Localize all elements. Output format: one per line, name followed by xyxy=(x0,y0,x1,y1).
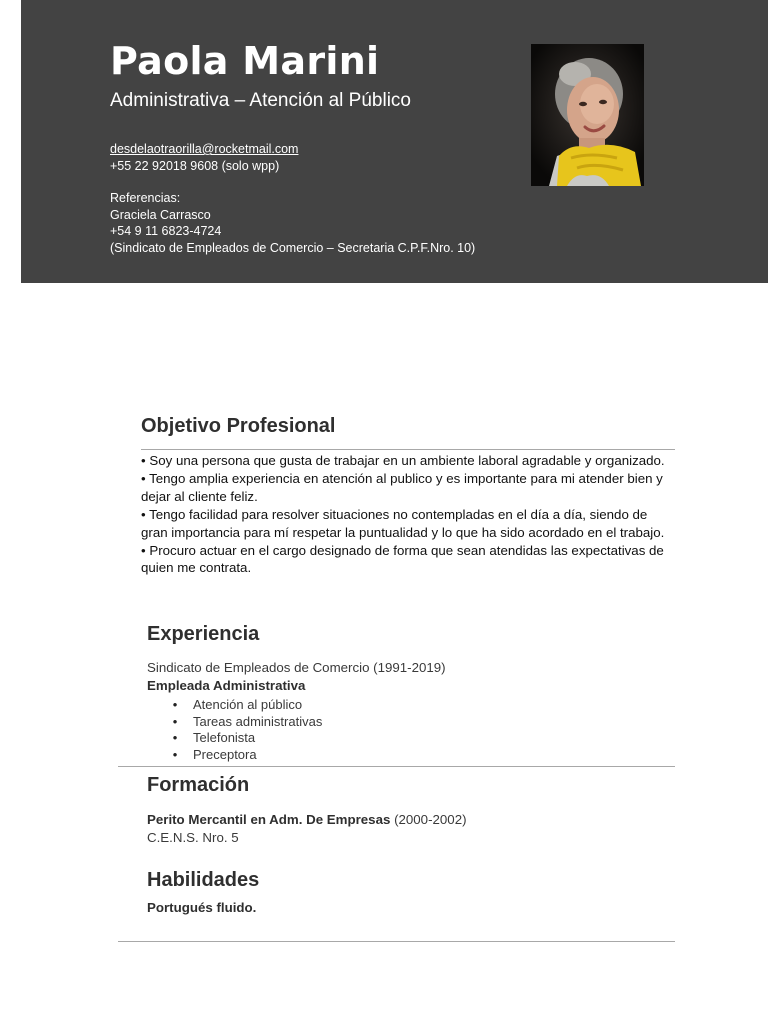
email-link[interactable]: desdelaotraorilla@rocketmail.com xyxy=(110,142,299,156)
phone-number: +55 22 92018 9608 (solo wpp) xyxy=(110,158,280,173)
education-school: C.E.N.S. Nro. 5 xyxy=(147,830,239,845)
references-block xyxy=(110,190,475,256)
education-degree-line xyxy=(147,811,467,828)
duty-label: Preceptora xyxy=(193,746,257,762)
person-name: Paola Marini xyxy=(110,39,380,83)
objective-item: • Soy una persona que gusta de trabajar en un ambiente laboral agradable y organizado. xyxy=(141,453,665,468)
objective-item: • Tengo facilidad para resolver situaciones no contempladas en el día a día, siendo de gran importancia para mí respetar la puntualidad y lo que ha sido acordado en el trabajo. xyxy=(141,506,665,540)
contact-block xyxy=(110,141,298,174)
experience-company: Sindicato de Empleados de Comercio (1991-2019) xyxy=(147,660,446,675)
reference-organization: (Sindicato de Empleados de Comercio – Secretaria C.P.F.Nro. 10) xyxy=(110,240,476,255)
job-title: Administrativa – Atención al Público xyxy=(110,90,411,111)
skills-heading: Habilidades xyxy=(147,869,260,891)
list-item xyxy=(172,730,322,747)
footer-divider xyxy=(118,941,675,942)
experience-role: Empleada Administrativa xyxy=(147,678,306,693)
bullet-icon: • xyxy=(172,697,178,712)
duties-list xyxy=(172,697,323,763)
objective-item: • Tengo amplia experiencia en atención al publico y es importante para mi atender bien y dejar al cliente feliz. xyxy=(141,470,663,504)
bullet-icon: • xyxy=(172,713,178,729)
portrait-photo-icon xyxy=(531,44,644,186)
education-years: (2000-2002) xyxy=(390,812,467,827)
bullet-icon: • xyxy=(172,746,178,762)
duty-label: Tareas administrativas xyxy=(193,713,323,729)
objective-item: • Procuro actuar en el cargo designado de forma que sean atendidas las expectativas de quien me contrata. xyxy=(141,542,664,576)
duty-label: Telefonista xyxy=(193,730,256,745)
reference-name: Graciela Carrasco xyxy=(110,207,211,222)
objective-text xyxy=(141,452,671,577)
experience-heading: Experiencia xyxy=(147,623,260,645)
education-degree: Perito Mercantil en Adm. De Empresas xyxy=(147,812,391,827)
list-item xyxy=(172,713,323,731)
objective-divider xyxy=(141,449,675,450)
education-heading: Formación xyxy=(147,774,250,796)
objective-heading: Objetivo Profesional xyxy=(141,415,336,437)
reference-phone: +54 9 11 6823-4724 xyxy=(110,224,222,238)
list-item xyxy=(172,697,322,714)
duty-label: Atención al público xyxy=(193,697,303,712)
bullet-icon: • xyxy=(172,730,178,745)
experience-divider xyxy=(118,766,675,767)
list-item xyxy=(172,746,322,764)
portrait-photo xyxy=(531,44,644,186)
references-label: Referencias: xyxy=(110,191,181,205)
skills-text: Portugués fluido. xyxy=(147,900,257,915)
header-banner xyxy=(21,0,768,283)
